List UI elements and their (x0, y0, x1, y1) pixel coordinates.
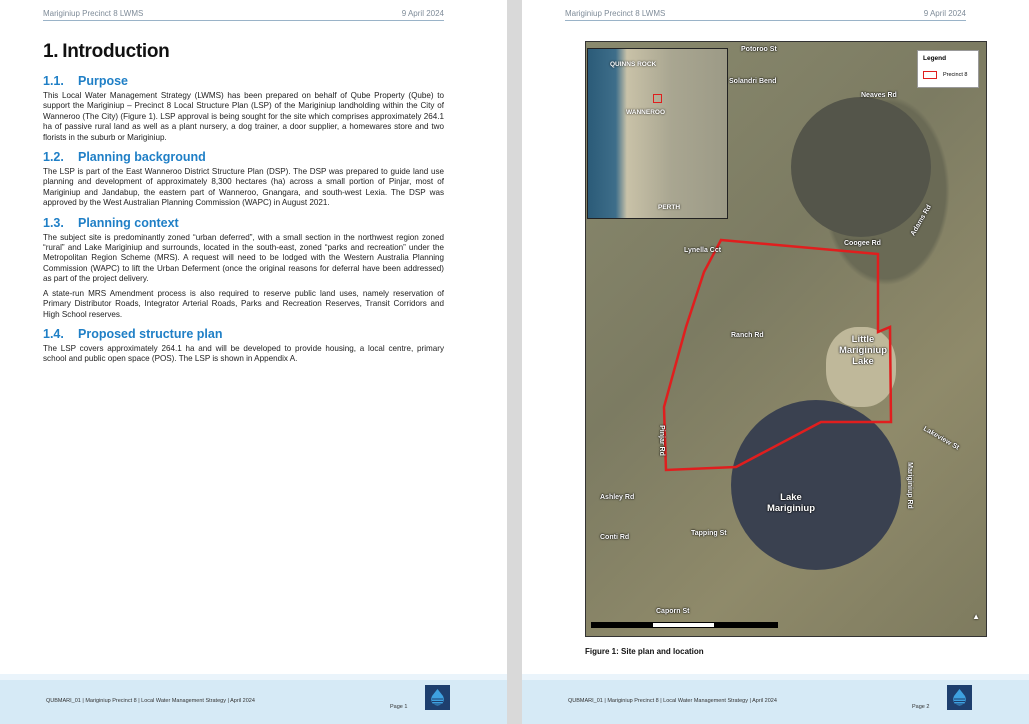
header-date: 9 April 2024 (401, 9, 444, 18)
section-number: 1.2. (43, 150, 64, 165)
header-title: Mariginiup Precinct 8 LWMS (565, 9, 666, 18)
page-1 (0, 0, 507, 724)
section-title: Planning context (78, 215, 179, 230)
figure-caption: Figure 1: Site plan and location (585, 647, 704, 656)
page-2 (522, 0, 1029, 724)
legend-swatch (923, 71, 937, 79)
header-date: 9 April 2024 (923, 9, 966, 18)
road-label: Pinjar Rd (657, 425, 665, 456)
north-arrow-icon: ▲ (972, 612, 980, 621)
chapter-content (43, 74, 444, 372)
paragraph: The subject site is predominantly zoned “urban deferred”, with a small section in the northwest region zoned “rural” and Lake Mariginiup and surrounds, located in the south-east, zoned “parks and recreation” under the Metropolitan Region Scheme (MRS). A request will need to be lodged with the Western Australia Planning Commission (WAPC) to lift the Urban Deferment (once the original reasons for deferral have been addressed) as part of the project delivery. (43, 232, 444, 284)
legend-title: Legend (923, 55, 947, 62)
section-title: Planning background (78, 150, 206, 165)
paragraph: The LSP covers approximately 264.1 ha and will be developed to provide housing, a local centre, primary school and public open space (POS). The LSP is shown in Appendix A. (43, 343, 444, 364)
section-purpose (43, 74, 444, 143)
road-label: Neaves Rd (861, 92, 897, 99)
road-label: Ranch Rd (731, 332, 764, 339)
page-number: Page 2 (912, 704, 930, 710)
company-logo-icon (947, 685, 972, 710)
location-inset-map (587, 48, 728, 219)
road-label: Caporn St (656, 608, 690, 615)
road-label: Conti Rd (600, 534, 630, 541)
footer-text: QUBMARI_01 | Mariginiup Precinct 8 | Local Water Management Strategy | April 2024 (568, 698, 777, 704)
lake-label: Lake Mariginiup (766, 492, 816, 514)
section-proposed-structure-plan (43, 327, 444, 365)
paragraph: The LSP is part of the East Wanneroo District Structure Plan (DSP). The DSP was prepared to guide land use planning and development of approximately 8,300 hectares (ha) across a small portion of Pinjar, most of Mariginiup and Jandabup, the eastern part of Wanneroo, Gnangara, and south-west Lexia. The DSP was approved by the West Australian Planning Commission (WAPC) in August 2021. (43, 167, 444, 208)
header-rule (565, 20, 966, 21)
chapter-heading (43, 41, 169, 63)
section-title: Proposed structure plan (78, 326, 223, 341)
legend-label: Precinct 8 (943, 72, 968, 78)
section-planning-background (43, 150, 444, 209)
section-heading (43, 327, 444, 342)
section-heading (43, 74, 444, 89)
section-heading (43, 150, 444, 165)
footer-text: QUBMARI_01 | Mariginiup Precinct 8 | Local Water Management Strategy | April 2024 (46, 698, 255, 704)
section-title: Purpose (78, 74, 129, 88)
header-title: Mariginiup Precinct 8 LWMS (43, 9, 144, 18)
section-number: 1.1. (43, 74, 64, 88)
road-label: Lynella Cct (684, 247, 722, 254)
road-label: Adams Rd (909, 203, 933, 238)
road-label: Mariginiup Rd (905, 462, 913, 509)
chapter-number: 1. (43, 41, 59, 62)
road-label: Tapping St (691, 530, 727, 537)
road-label: Coogee Rd (844, 240, 881, 247)
lake-label: Little Mariginiup Lake (838, 334, 888, 367)
site-plan-map (585, 41, 987, 637)
paragraph: This Local Water Management Strategy (LWMS) has been prepared on behalf of Qube Property (Qube) to support the Mariginiup – Precinct 8 Local Structure Plan (LSP) of the Mariginiup landholding within the City of Wanneroo (The City) (Figure 1). LSP approval is being sought for the site which comprises approximately 264.1 ha of passive rural land as well as a plant nursery, a dog trainer, a door supplier, a homewares store and two florists in the suburb or Mariginiup. (43, 91, 444, 142)
section-number: 1.4. (43, 326, 64, 341)
inset-site-marker (653, 94, 662, 103)
inset-label: QUINNS ROCK (610, 61, 657, 68)
section-planning-context (43, 216, 444, 320)
page-number: Page 1 (390, 704, 408, 710)
road-label: Ashley Rd (600, 494, 635, 501)
chapter-title: Introduction (62, 41, 170, 62)
inset-label: WANNEROO (626, 109, 665, 116)
section-number: 1.3. (43, 215, 64, 230)
inset-label: PERTH (658, 204, 681, 211)
road-label: Lakeview St (921, 425, 961, 452)
paragraph: A state-run MRS Amendment process is also required to reserve public land uses, namely reservation of Primary Distributor Roads, Integrator Arterial Roads, Parks and Recreation Reserves, Transit Corridors and High School reserves. (43, 288, 444, 319)
company-logo-icon (425, 685, 450, 710)
road-label: Potoroo St (741, 46, 777, 53)
road-label: Solandri Bend (729, 78, 777, 85)
scale-bar (591, 622, 778, 628)
map-legend (917, 50, 979, 88)
header-rule (43, 20, 444, 21)
section-heading (43, 216, 444, 231)
